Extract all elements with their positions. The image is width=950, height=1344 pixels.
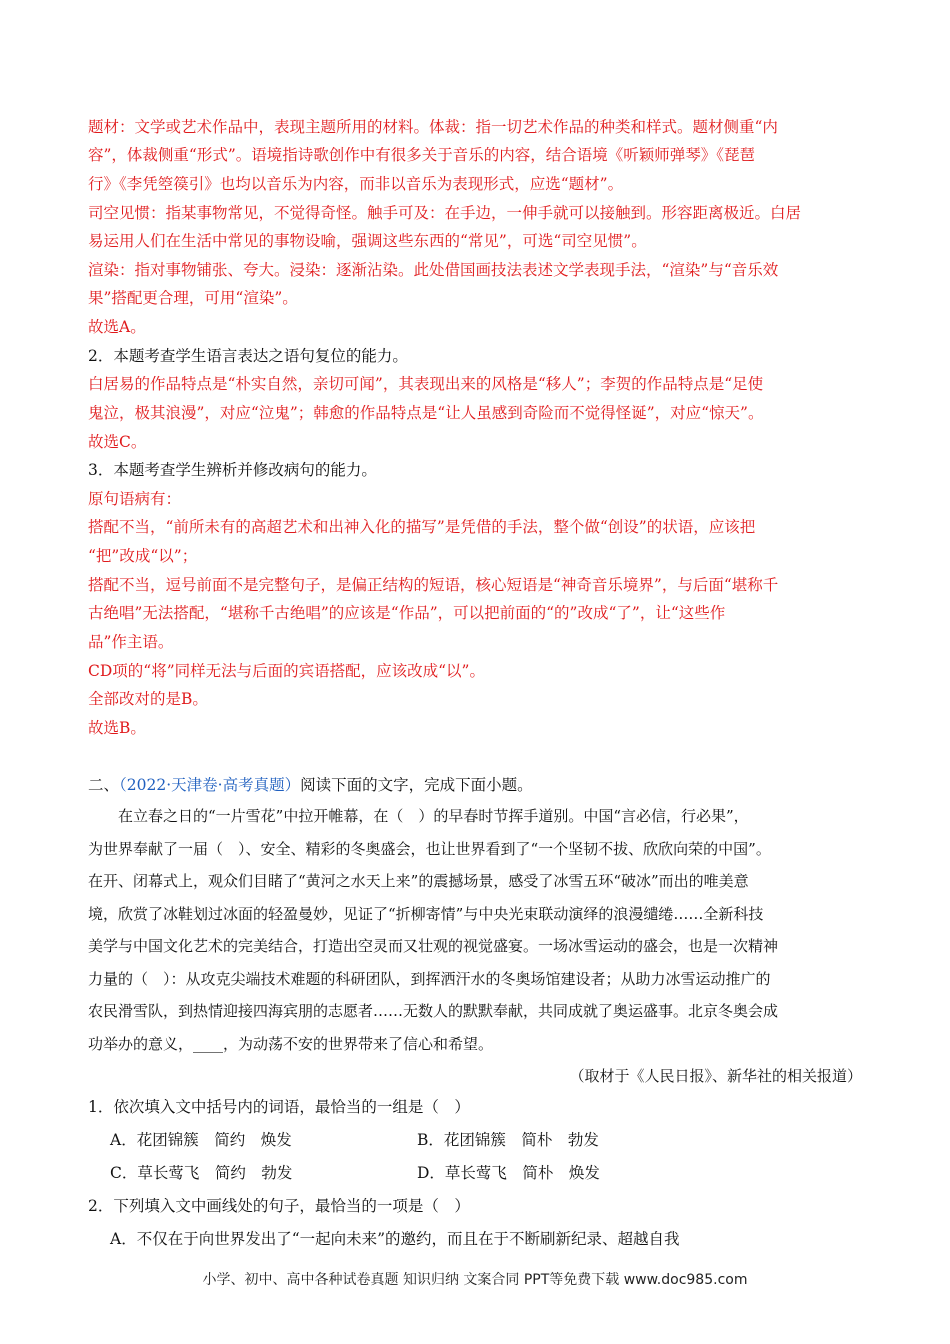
analysis-line: 易运用人们在生活中常见的事物设喻，强调这些东西的“常见”，可选“司空见惯”。 — [88, 232, 647, 250]
passage-line: 在开、闭幕式上，观众们目睹了“黄河之水天上来”的震撼场景，感受了冰雪五环“破冰”而出的唯美意 — [88, 872, 749, 890]
q1-option-d: D．草长莺飞 简朴 焕发 — [417, 1164, 600, 1182]
analysis-line: 古绝唱”无法搭配，“堪称千古绝唱”的应该是“作品”，可以把前面的“的”改成“了”，让“这些作 — [88, 604, 726, 622]
question-1-stem: 1．依次填入文中括号内的词语，最恰当的一组是（ ） — [88, 1098, 470, 1116]
analysis-line: 鬼泣，极其浪漫”，对应“泣鬼”；韩愈的作品特点是“让人虽感到奇险而不觉得怪诞”，对应“惊天”。 — [88, 404, 764, 422]
analysis-line: “把”改成“以”； — [88, 547, 198, 565]
analysis-line: 容”，体裁侧重“形式”。语境指诗歌创作中有很多关于音乐的内容，结合语境《听颖师弹琴》《琵琶 — [88, 146, 756, 164]
answer-line: 故选B。 — [88, 719, 146, 737]
q1-option-b: B．花团锦簇 简朴 勃发 — [417, 1131, 599, 1149]
section-instruction: 阅读下面的文字，完成下面小题。 — [300, 776, 533, 794]
analysis-line: 品”作主语。 — [88, 633, 174, 651]
passage-text: 功举办的意义， — [88, 1035, 194, 1053]
passage-text: ，为动荡不安的世界带来了信心和希望。 — [223, 1035, 494, 1053]
passage-line: 在立春之日的“一片雪花”中拉开帷幕，在（ ）的早春时节挥手道别。中国“言必信，行必果”， — [118, 807, 749, 825]
analysis-line: CD项的“将”同样无法与后面的宾语搭配，应该改成“以”。 — [88, 662, 485, 680]
q2-option-a: A．不仅在于向世界发出了“一起向未来”的邀约，而且在于不断刷新纪录、超越自我 — [110, 1230, 680, 1248]
page-footer: 小学、初中、高中各种试卷真题 知识归纳 文案合同 PPT等免费下载 www.doc985.com — [202, 1272, 748, 1288]
analysis-heading: 3．本题考查学生辨析并修改病句的能力。 — [88, 461, 377, 479]
analysis-line: 司空见惯：指某事物常见，不觉得奇怪。触手可及：在手边，一伸手就可以接触到。形容距离极近。白居 — [88, 204, 802, 222]
passage-line: 为世界奉献了一届（ ）、安全、精彩的冬奥盛会，也让世界看到了“一个坚韧不拔、欣欣向荣的中国”。 — [88, 840, 771, 858]
answer-line: 故选A。 — [88, 318, 146, 336]
passage-line — [88, 1034, 880, 1054]
analysis-line: 搭配不当，逗号前面不是完整句子，是偏正结构的短语，核心短语是“神奇音乐境界”，与后面“堪称千 — [88, 576, 779, 594]
fill-blank: ____ — [193, 1035, 224, 1053]
passage-line: 力量的（ ）：从攻克尖端技术难题的科研团队，到挥洒汗水的冬奥场馆建设者；从助力冰雪运动推广的 — [88, 970, 771, 988]
passage-line: 境，欣赏了冰鞋划过冰面的轻盈曼妙，见证了“折柳寄情”与中央光束联动演绎的浪漫缱绻……全新科技 — [88, 905, 764, 923]
answer-line: 故选C。 — [88, 433, 147, 451]
section-number: 二、 — [88, 776, 120, 794]
source-tag: （2022·天津卷·高考真题） — [119, 776, 301, 794]
analysis-heading: 2．本题考查学生语言表达之语句复位的能力。 — [88, 347, 408, 365]
analysis-line: 搭配不当，“前所未有的高超艺术和出神入化的描写”是凭借的手法，整个做“创设”的状语，应该把 — [88, 518, 756, 536]
analysis-line: 渲染：指对事物铺张、夸大。浸染：逐渐沾染。此处借国画技法表述文学表现手法，“渲染”与“音乐效 — [88, 261, 779, 279]
question-2-stem: 2．下列填入文中画线处的句子，最恰当的一项是（ ） — [88, 1197, 470, 1215]
analysis-line: 原句语病有： — [88, 490, 182, 508]
analysis-line: 题材：文学或艺术作品中，表现主题所用的材料。体裁：指一切艺术作品的种类和样式。题材侧重“内 — [88, 118, 778, 136]
analysis-line: 白居易的作品特点是“朴实自然，亲切可闻”，其表现出来的风格是“移人”；李贺的作品特点是“足使 — [88, 375, 764, 393]
passage-line: 美学与中国文化艺术的完美结合，打造出空灵而又壮观的视觉盛宴。一场冰雪运动的盛会，也是一次精神 — [88, 937, 779, 955]
analysis-line: 全部改对的是B。 — [88, 690, 208, 708]
passage-source: （取材于《人民日报》、新华社的相关报道） — [569, 1067, 862, 1085]
section-heading — [88, 775, 880, 795]
passage-line: 农民滑雪队，到热情迎接四海宾朋的志愿者……无数人的默默奉献，共同成就了奥运盛事。北京冬奥会成 — [88, 1002, 779, 1020]
analysis-line: 果”搭配更合理，可用“渲染”。 — [88, 289, 298, 307]
analysis-line: 行》《李凭箜篌引》也均以音乐为内容，而非以音乐为表现形式，应选“题材”。 — [88, 175, 624, 193]
q1-option-a: A．花团锦簇 简约 焕发 — [110, 1131, 292, 1149]
q1-option-c: C．草长莺飞 简约 勃发 — [110, 1164, 293, 1182]
